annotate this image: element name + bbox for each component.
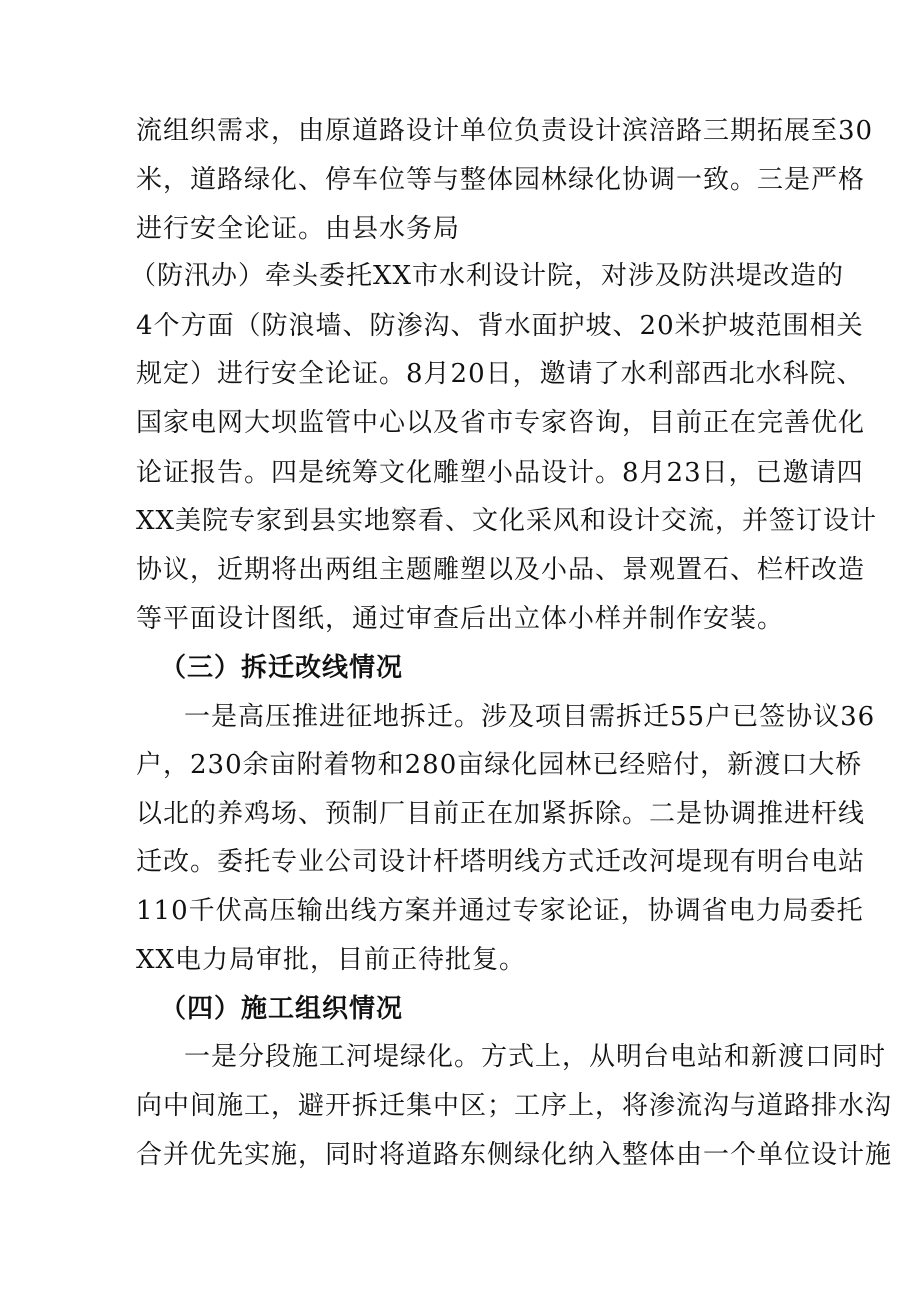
- paragraph-line: 合并优先实施，同时将道路东侧绿化纳入整体由一个单位设计施: [136, 1140, 893, 1170]
- paragraph-line: 米，道路绿化、停车位等与整体园林绿化协调一致。三是严格: [136, 165, 866, 195]
- paragraph-line: 向中间施工，避开拆迁集中区；工序上，将渗流沟与道路排水沟: [136, 1091, 893, 1121]
- paragraph-line: （防汛办）牵头委托XX市水利设计院，对涉及防洪堤改造的: [130, 261, 845, 291]
- paragraph-line: 一是分段施工河堤绿化。方式上，从明台电站和新渡口同时: [184, 1042, 887, 1072]
- paragraph-line: 一是高压推进征地拆迁。涉及项目需拆迁55户已签协议36: [184, 702, 876, 732]
- paragraph-line: 户，230余亩附着物和280亩绿化园林已经赔付，新渡口大桥: [136, 750, 863, 780]
- paragraph-line: 以北的养鸡场、预制厂目前正在加紧拆除。二是协调推进杆线: [136, 799, 866, 829]
- paragraph-line: 流组织需求，由原道路设计单位负责设计滨涪路三期拓展至30: [136, 116, 874, 146]
- section-heading-demolition: （三）拆迁改线情况: [160, 653, 404, 683]
- paragraph-line: 4个方面（防浪墙、防渗沟、背水面护坡、20米护坡范围相关: [136, 311, 864, 341]
- paragraph-line: 论证报告。四是统筹文化雕塑小品设计。8月23日，已邀请四: [136, 458, 864, 488]
- paragraph-line: 规定）进行安全论证。8月20日，邀请了水利部西北水科院、: [136, 359, 864, 389]
- paragraph-line: 迁改。委托专业公司设计杆塔明线方式迁改河堤现有明台电站: [136, 847, 866, 877]
- paragraph-line: 国家电网大坝监管中心以及省市专家咨询，目前正在完善优化: [136, 408, 866, 438]
- paragraph-line: 进行安全论证。由县水务局: [136, 214, 461, 244]
- paragraph-line: 协议，近期将出两组主题雕塑以及小品、景观置石、栏杆改造: [136, 555, 866, 585]
- paragraph-line: XX电力局审批，目前正待批复。: [136, 945, 527, 975]
- paragraph-line: XX美院专家到县实地察看、文化采风和设计交流，并签订设计: [136, 506, 878, 536]
- paragraph-line: 等平面设计图纸，通过审查后出立体小样并制作安装。: [136, 604, 785, 634]
- paragraph-line: 110千伏高压输出线方案并通过专家论证，协调省电力局委托: [136, 896, 864, 926]
- section-heading-construction: （四）施工组织情况: [160, 994, 404, 1024]
